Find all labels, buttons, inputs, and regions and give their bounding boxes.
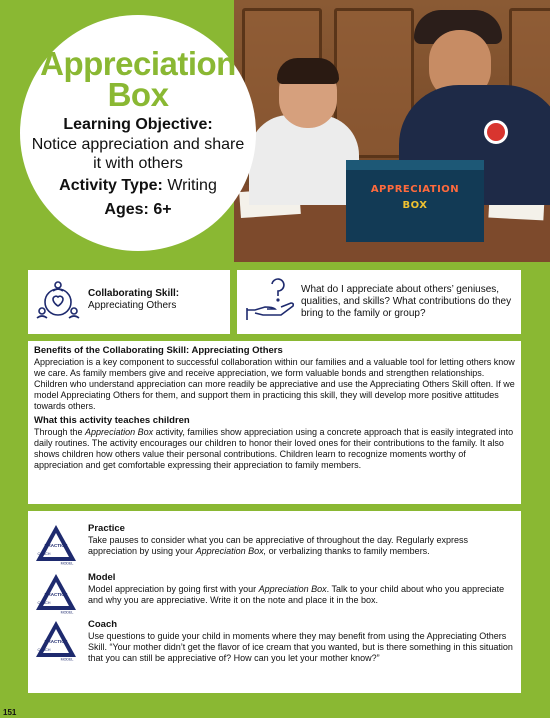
hand-question-icon bbox=[245, 278, 295, 326]
practice-model-coach-icon bbox=[34, 619, 78, 663]
practice-model-coach-card bbox=[28, 511, 521, 693]
svg-text:PRACTICE: PRACTICE bbox=[44, 639, 68, 644]
coach-text: Use questions to guide your child in moments where they may benefit from using the Appreciating Others Skill. “Your mother didn’t get the flavor of ice cream that you wanted, but is there something in this situation that you can still be appreciative of? How can you let your mother know?” bbox=[88, 631, 513, 663]
collaborating-skill-icon bbox=[36, 280, 80, 324]
appreciation-box-prop bbox=[346, 160, 484, 242]
title-circle bbox=[20, 15, 256, 251]
benefits-card bbox=[28, 341, 521, 504]
practice-model-coach-icon bbox=[34, 523, 78, 567]
model-text: Model appreciation by going first with your Appreciation Box. Talk to your child about who you appreciate and why you are appreciative. Write it on the note and place it in the box. bbox=[88, 584, 505, 605]
activity-type bbox=[20, 177, 256, 195]
reflection-question: What do I appreciate about others’ geniuses, qualities, and skills? What contributions do they bring to the family or group? bbox=[301, 284, 512, 319]
box-label-line1: APPRECIATION bbox=[370, 184, 460, 195]
activity-photo bbox=[234, 0, 550, 262]
activity-type-label: Activity Type: bbox=[59, 177, 163, 194]
svg-text:PRACTICE: PRACTICE bbox=[44, 543, 68, 548]
svg-text:MODEL: MODEL bbox=[60, 561, 74, 566]
coach-title: Coach bbox=[88, 619, 118, 630]
skill-card bbox=[28, 270, 230, 334]
practice-title: Practice bbox=[88, 523, 125, 534]
activity-type-value: Writing bbox=[167, 177, 217, 194]
svg-text:COACH: COACH bbox=[37, 552, 51, 556]
benefits-heading: Benefits of the Collaborating Skill: Appreciating Others bbox=[34, 345, 283, 356]
reflection-question-card bbox=[237, 270, 521, 334]
practice-model-coach-icon bbox=[34, 572, 78, 616]
model-title: Model bbox=[88, 572, 116, 583]
teaches-body: Through the Appreciation Box activity, families show appreciation using a concrete approach that is easily integrated into daily routines. The activity encourages our children to honor their loved ones for their contributions to the family. It also shows children how others value their personal contributions. Children learn to recognize moments worthy of appreciation and get comfortable expressing their appreciation to family members. bbox=[34, 427, 514, 470]
skill-name: Appreciating Others bbox=[88, 300, 177, 311]
objective-text: Notice appreciation and share it with others bbox=[31, 136, 245, 172]
ages bbox=[20, 201, 256, 219]
page-number: 151 bbox=[3, 708, 17, 717]
box-label-line2: BOX bbox=[402, 200, 428, 211]
ages-label: Ages: bbox=[104, 201, 149, 218]
svg-text:MODEL: MODEL bbox=[60, 610, 74, 615]
benefits-body: Appreciation is a key component to successful collaboration within our families and a valuable tool for letting others know we care. As family members give and receive appreciation, we form valuable bonds and strengthen relationships. Children who understand appreciation can more readily be appreciative and use the Appreciating Others Skill often. If we model Appreciating Others for them, and support them in practicing this skill, they will develop more positive attitudes towards others. bbox=[34, 357, 515, 411]
svg-text:PRACTICE: PRACTICE bbox=[44, 592, 68, 597]
badge-icon bbox=[484, 120, 508, 144]
skill-label: Collaborating Skill: bbox=[88, 288, 180, 299]
objective-label: Learning Objective: bbox=[63, 116, 213, 133]
ages-value: 6+ bbox=[153, 201, 172, 218]
svg-text:COACH: COACH bbox=[37, 648, 51, 652]
svg-text:MODEL: MODEL bbox=[60, 657, 74, 662]
page-title bbox=[20, 45, 256, 113]
teaches-heading: What this activity teaches children bbox=[34, 415, 190, 426]
svg-text:COACH: COACH bbox=[37, 601, 51, 605]
practice-text: Take pauses to consider what you can be appreciative of throughout the day. Regularly express appreciation by using your Appreciation Box, or verbalizing thanks to family members. bbox=[88, 535, 469, 556]
title-line2: Box bbox=[107, 76, 169, 113]
title-line1: Appreciation bbox=[40, 45, 236, 82]
